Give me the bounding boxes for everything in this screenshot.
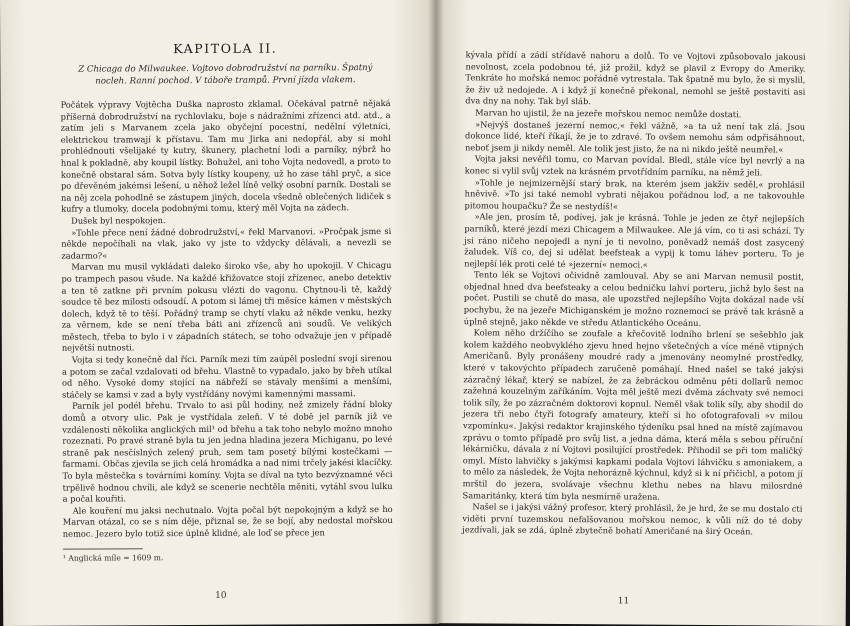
- paragraph: »Tohle je nejmizernější starý brak, na kterém jsem jakživ seděl,« prohlásil hněvivě. »To jsi také nemohl vybrati nějakou pořádnou loď, a ne takovouhle pitomou houpačku? Že se nestydíš!«: [464, 176, 805, 212]
- right-page-text-block: [462, 49, 805, 538]
- footnote: ¹ Anglická míle = 1609 m.: [62, 552, 164, 563]
- right-page: [432, 0, 850, 626]
- chapter-summary: Z Chicaga do Milwaukee. Vojtovo dobrodružství na parníku. Špatný nocleh. Ranní pochod. V táboře trampů. První jízda vlakem.: [78, 63, 373, 87]
- paragraph: Marvan ho ujistil, že na jezeře mořskou nemoc nemůže dostati.: [475, 107, 742, 120]
- footnote-divider: [63, 548, 143, 549]
- paragraph: Ale kouření mu jaksi nechutnalo. Vojta počal být nepokojným a když se ho Marvan otázal, co se s ním děje, přiznal se, že se bojí, aby nedostal mořskou nemoc. Jezero bylo totiž sice úplně klidné, ale loď se přece jen: [62, 503, 393, 539]
- paragraph: Parník jel podél břehu. Trvalo to asi půl hodiny, než zmizely řádní bloky domů a otvory ulic. Pak je vystřídala zeleň. V té době jel parník již ve vzdálenosti několika anglických mil¹ od břehu a tak toho nebylo možno mnoho rozeznati. Po pravé straně byla tu jen jedna hladina jezera Michiganu, po levé straně pak nesčíslných zelený pruh, sem tam posetý bílými kostečkami — farmami. Občas zjevila se jich celá hromádka a nad nimi trčely jakési klacíčky. To byla městečka s továrními komíny. Vojta se díval na tyto bezvýznamné věci trpělivě hodnou chvíli, ale když se scenerie nechtěla měniti, vytáhl svou lulku a počal kouřiti.: [62, 399, 393, 504]
- paragraph: Marvan mu musil vykládati daleko široko vše, aby ho upokojil. V Chicagu po trampech pasou všude. Na každé křižovatce stojí zřízenec, anebo detektiv a ten tě zatkne při prvním pokusu vlézti do vagonu. Chytnou-li tě, každý soudce tě bez milosti odsoudí. A potom si lámej tři měsíce kámen v městských dolech, když tě to těší. Pořádný tramp se chytí vlaku až někde venku, hezky za věrnem, kde se není třeba báti ani zřízenců ani soudů. Ve velikých městech, třeba to bylo i v západních státech, se toho odvažuje jen v případě největší nutnosti.: [61, 260, 392, 354]
- paragraph: Našel se i jakýsi vážný profesor, který prohlásil, že je hrd, že se mu dostalo cti viděti první tuzemskou nefalšovanou mořskou nemoc, k vůli níž do té doby jezdívali, jak se zdá, úplně zbytečně bohatí Američané na širý Oceán.: [462, 501, 803, 537]
- paragraph: Vojta si tedy konečně dal říci. Parník mezi tím zaúpěl poslední svojí sirenou a potom se začal vzdalovati od břehu. Vlastně to vypadalo, jako by břeh utíkal od něho. Vysoké domy stojící na nábřeží se stávaly menšími a menšími, stáčely se kamsi v zad a byly vystřídány novými kamennými massami.: [61, 353, 393, 400]
- book-gutter-shadow: [428, 0, 444, 626]
- paragraph: »Ale jen, prosím tě, podívej, jak je krásná. Tohle je jeden ze čtyř nejlepších parníků, které jezdí mezi Chicagem a Milwaukee. Ale já vím, co ti asi schází. Ty jsi ráno ničeho nepojedl a nyní je ti nevolno, poněvadž nemáš dost zasycený žaludek. Víš co, dej si udělat beefsteak a vypij k tomu láhev porteru. To je nejlepší lék proti celé té »jezerní« nemoci.«: [464, 211, 805, 270]
- page-number-right: 11: [617, 596, 630, 607]
- paragraph: Tento lék se Vojtovi očividně zamlouval. Aby se ani Marvan nemusil postit, objednal hned dva beefsteaky a celou bedničku lahví porteru, jichž bylo šest na počet. Pustili se chutě do masa, ale upozstřed nejlepšího Vojta dokázal nade vší pochybu, že na jezeře Michiganském je možno roznemoci se právě tak krásně a úplně stejně, jako někde ve středu Atlantického Oceánu.: [463, 269, 805, 328]
- left-page-text-block: [60, 36, 393, 563]
- paragraph: Počátek výpravy Vojtěcha Duška naprosto zklamal. Očekával patrně nějaká příšerná dobrodružství na rychlovlaku, boje s nádražními zřízenci atd. atd., a zatím jeli s Marvanem zcela jako obyčejní pocestní, nedělní výletníci, elektrickou tramwají k přístavu. Tam mu Jirka ani nedopřál, aby si mohl prohlédnouti všelijaké ty kutry, škunery, plachetní lodi a parníky, nýbrž ho hnal k pokladně, aby koupil lístky. Bohužel, ani toho Vojta nedovedl, a proto to konečně obstaral sám. Sotva byly lístky koupeny, už ho zase táhl pryč, a sice po dřevěném jakémsi lešení, u něhož ležel líně velký osobní parník. Dostali se na něj zcela pohodlně se zástupem jiných, docela všedně oblečených lidiček s kufry a tlumoky, docela podobnými tomu, který měl Vojta na zádech.: [60, 97, 392, 215]
- chapter-title: KAPITOLA II.: [173, 40, 278, 57]
- paragraph: Kolem něho držíčího se zoufale a křečovitě lodního brlení se sešebhlo jak kolem každého neobvyklého zjevu hned hejno všetečných a více méně vtipných Američanů. Byly pronášeny moudré rady a jmenovány neomylné prostředky, které v takovýchto případech zaručeně pomáhají. Hned našel se také jakýsi zázračný lékař, který se nabízel, že za žebráckou odměnu pěti dollarů nemoc zažehná kouzelným zaříkáním. Vojta měl ještě mezi dvěma záchvaty své nemoci tolik síly, že po zázračném doktorovi kopnul. Neměl však tolik síly, aby shodil do jezera tři nebo čtyři fotografy amateury, kteří si ho ofotografovali »v milou vzpomínku«. Jakýsi redaktor krajinského týdeníku psal hned na místě zajímavou zprávu o tomto případě pro svůj list, a jedna dáma, která měla s sebou příruční lékárničku, dávala z ní Vojtovi posilující prostředek. Přihodil se při tom maličký omyl. Místo lahvičky s jakýmsi kapkami podala Vojtovi láhvičku s amoniakem, a to mělo za následek, že Vojta nehorázně kýchnul, když si k ní přičichl, a potom jí mrštil do jezera, svolávaje všechnu klethu nebes na hlavu milosrdné Samaritánky, která tím byla nesmírně uražena.: [462, 327, 804, 502]
- page-number-left: 10: [215, 590, 227, 601]
- paragraph: »Tohle přece není žádné dobrodružství,« řekl Marvanovi. »Pročpak jsme si někde nepočíhali na vlak, jako vy jste to vždycky dělávali, a nevezli se zadarmo?«: [61, 225, 392, 261]
- paragraph: »Nejvýš dostaneš jezerní nemoc,« řekl vážně, »a ta už není tak zlá. Jsou dokonce lidé, kteří říkají, že je to zdravé. To ovšem nemohu sám odpřisáhnout, neboť jsem ji nikdy neměl. Ale tolik jest jisto, že na ni nikdo ještě neumřel.«: [464, 118, 806, 155]
- paragraph: Dušek byl nespokojen.: [71, 215, 166, 226]
- paragraph: Vojta jaksi nevěřil tomu, co Marvan povídal. Bledl, stále více byl nevrlý a na konec si vylil svůj vztek na krásném prvotřídním parníku, na němž jeli.: [464, 153, 805, 178]
- paragraph: kývala přídí a zádí střídavě nahoru a dolů. To ve Vojtovi způsobovalo jakousi nevolnost, zcela podobnou té, již prožil, když se plavil z Evropy do Ameriky. Tenkráte ho mořská nemoc pořádně vytrestala. Tak špatně mu bylo, že si myslil, že živ už nedojede. A i když jí konečně překonal, nemohl se ještě postaviti asi dva dny na nohy. Tak byl sláb.: [465, 49, 806, 107]
